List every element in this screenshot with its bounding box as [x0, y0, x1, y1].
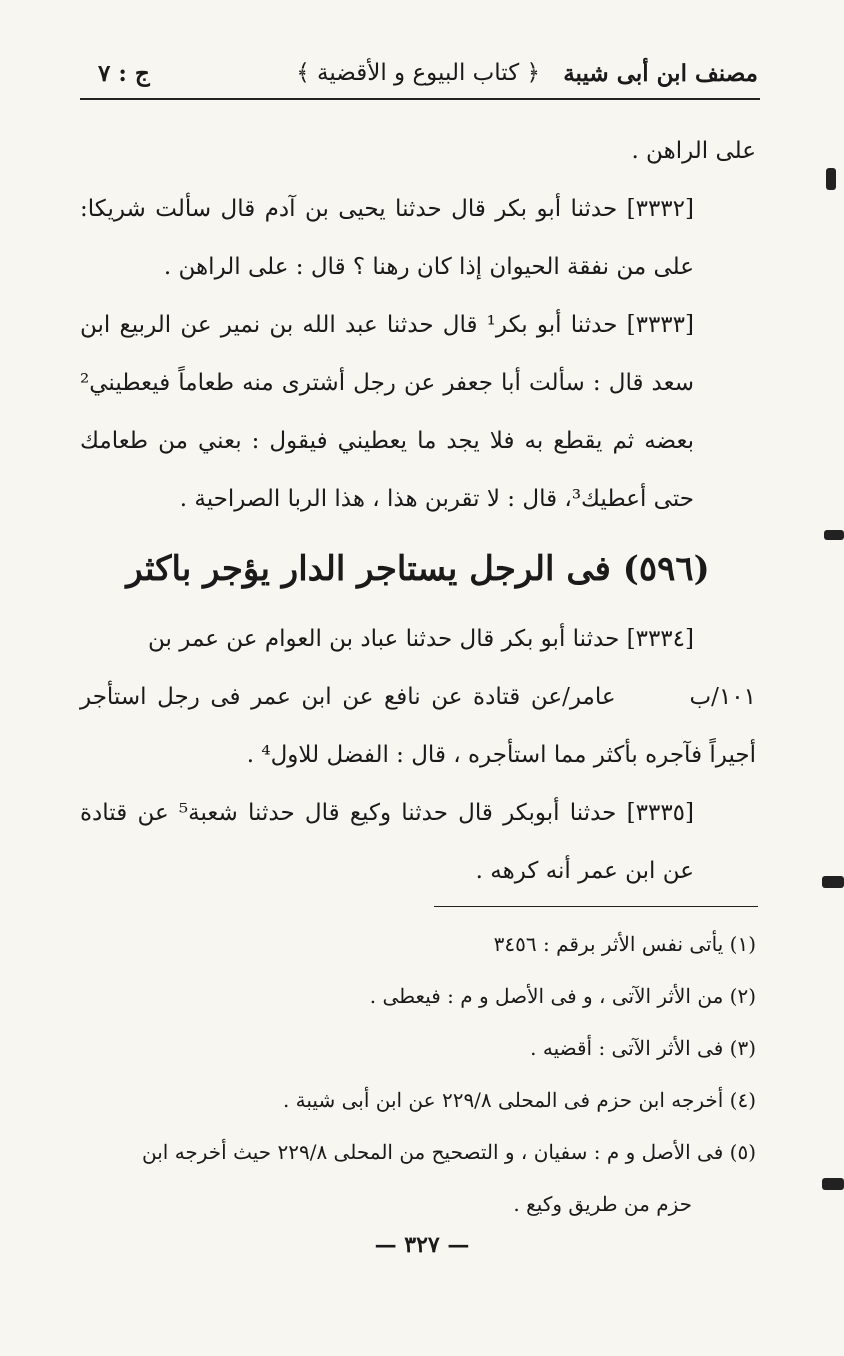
hadith-3334-line1: [٣٣٣٤] حدثنا أبو بكر قال حدثنا عباد بن العوام عن عمر بن [148, 626, 694, 652]
footnote-4: (٤) أخرجه ابن حزم فى المحلى ٢٢٩/٨ عن ابن أبى شيبة . [282, 1088, 756, 1112]
footnote-1: (١) يأتى نفس الأثر برقم : ٣٤٥٦ [493, 932, 756, 956]
hadith-3334-text: عامر/عن قتادة عن نافع عن ابن عمر فى رجل استأجر أجيراً فآجره بأكثر مما استأجره ، قال : الفضل للاول⁴ . [80, 684, 756, 768]
footnotes [80, 918, 756, 1230]
main-text [80, 122, 756, 900]
paragraph-continuation: على الراهن . [631, 138, 756, 164]
scan-mark [824, 530, 844, 540]
running-header [80, 58, 760, 100]
section-title: ﴿ كتاب البيوع و الأقضية ﴾ [296, 60, 540, 86]
footnote-divider [434, 906, 758, 907]
manuscript-folio-ref: ١٠١/ب [689, 684, 756, 710]
volume-number: ج : ٧ [98, 60, 150, 87]
hadith-3333: [٣٣٣٣] حدثنا أبو بكر¹ قال حدثنا عبد الله بن نمير عن الربيع ابن سعد قال : سألت أبا جعفر عن رجل أشترى منه طعاماً فيعطيني² بعضه ثم يقطع به فلا يجد ما يعطيني فيقول : بعني من طعامك حتى أعطيك³، قال : لا تقربن هذا ، هذا الربا الصراحية . [80, 312, 694, 512]
scan-mark [822, 876, 844, 888]
footnote-2: (٢) من الأثر الآتى ، و فى الأصل و م : فيعطى . [369, 984, 756, 1008]
hadith-3332: [٣٣٣٢] حدثنا أبو بكر قال حدثنا يحيى بن آدم قال سألت شريكا: على من نفقة الحيوان إذا كان رهنا ؟ قال : على الراهن . [80, 196, 694, 280]
footnote-3: (٣) فى الأثر الآتى : أقضيه . [530, 1036, 756, 1060]
page-number: — ٣٢٧ — [374, 1232, 470, 1258]
book-title: مصنف ابن أبى شيبة [563, 60, 758, 87]
scan-mark [826, 168, 836, 190]
hadith-3334-rest [80, 668, 756, 784]
chapter-heading: (٥٩٦) فى الرجل يستاجر الدار يؤجر باكثر [126, 549, 710, 589]
hadith-3335: [٣٣٣٥] حدثنا أبوبكر قال حدثنا وكيع قال حدثنا شعبة⁵ عن قتادة عن ابن عمر أنه كرهه . [80, 800, 695, 884]
footnote-5: (٥) فى الأصل و م : سفيان ، و التصحيح من المحلى ٢٢٩/٨ حيث أخرجه ابن [141, 1140, 756, 1164]
footnote-5-continuation: حزم من طريق وكيع . [513, 1192, 692, 1216]
scan-mark [822, 1178, 844, 1190]
